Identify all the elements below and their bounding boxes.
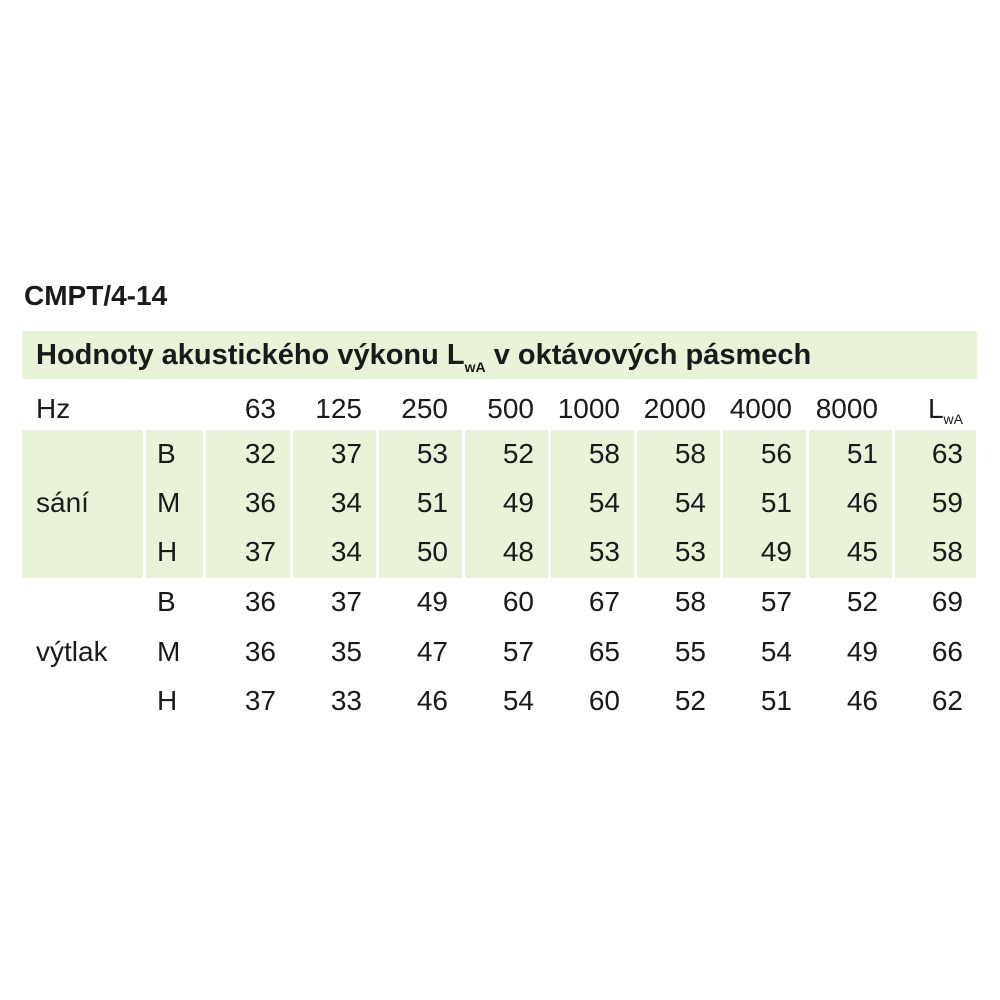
value-cell: 32 — [244, 438, 276, 469]
mode-label: H — [157, 685, 178, 716]
mode-label: B — [157, 438, 176, 469]
value-cell: 51 — [760, 487, 792, 518]
lwa-cell: 62 — [931, 685, 963, 716]
value-cell: 49 — [416, 586, 448, 617]
value-cell: 51 — [416, 487, 448, 518]
value-cell: 53 — [674, 536, 706, 567]
value-cell: 37 — [244, 536, 276, 567]
model-title: CMPT/4-14 — [24, 280, 168, 311]
value-cell: 58 — [674, 586, 706, 617]
value-cell: 56 — [760, 438, 792, 469]
freq-header: 8000 — [815, 393, 878, 424]
lwa-cell: 69 — [931, 586, 963, 617]
value-cell: 60 — [588, 685, 620, 716]
lwa-cell: 63 — [931, 438, 963, 469]
value-cell: 54 — [674, 487, 706, 518]
value-cell: 37 — [244, 685, 276, 716]
value-cell: 53 — [416, 438, 448, 469]
banner-title: Hodnoty akustického výkonu $L_{wA}$ v oktávových pásmech — [36, 339, 812, 375]
hz-label: Hz — [36, 393, 71, 424]
value-cell: 34 — [330, 536, 362, 567]
value-cell: 46 — [416, 685, 448, 716]
value-cell: 46 — [846, 487, 878, 518]
value-cell: 54 — [502, 685, 534, 716]
value-cell: 37 — [330, 438, 362, 469]
value-cell: 37 — [330, 586, 362, 617]
value-cell: 34 — [330, 487, 362, 518]
value-cell: 49 — [846, 636, 878, 667]
lwa-cell: 59 — [931, 487, 963, 518]
lwa-header — [873, 392, 963, 430]
freq-header: 500 — [487, 393, 534, 424]
freq-header: 1000 — [557, 393, 620, 424]
value-cell: 47 — [416, 636, 448, 667]
value-cell: 58 — [674, 438, 706, 469]
freq-header: 63 — [244, 393, 276, 424]
value-cell: 60 — [502, 586, 534, 617]
value-cell: 35 — [330, 636, 362, 667]
group-label: sání — [36, 487, 89, 518]
freq-header: 125 — [315, 393, 362, 424]
value-cell: 46 — [846, 685, 878, 716]
mode-label: H — [157, 536, 178, 567]
freq-header: 2000 — [643, 393, 706, 424]
mode-label: B — [157, 586, 176, 617]
group-label: výtlak — [36, 636, 108, 667]
value-cell: 55 — [674, 636, 706, 667]
freq-header: 250 — [401, 393, 448, 424]
value-cell: 48 — [502, 536, 534, 567]
value-cell: 52 — [846, 586, 878, 617]
value-cell: 65 — [588, 636, 620, 667]
value-cell: 51 — [846, 438, 878, 469]
value-cell: 57 — [760, 586, 792, 617]
value-cell: 36 — [244, 487, 276, 518]
lwa-header-main: L — [927, 393, 944, 424]
value-cell: 67 — [588, 586, 620, 617]
value-cell: 52 — [502, 438, 534, 469]
value-cell: 36 — [244, 636, 276, 667]
lwa-cell: 66 — [931, 636, 963, 667]
value-cell: 58 — [588, 438, 620, 469]
value-cell: 51 — [760, 685, 792, 716]
value-cell: 57 — [502, 636, 534, 667]
value-cell: 49 — [502, 487, 534, 518]
value-cell: 54 — [760, 636, 792, 667]
value-cell: 53 — [588, 536, 620, 567]
value-cell: 50 — [416, 536, 448, 567]
mode-label: M — [157, 636, 181, 667]
value-cell: 33 — [330, 685, 362, 716]
lwa-cell: 58 — [931, 536, 963, 567]
table-banner — [22, 331, 977, 379]
value-cell: 45 — [846, 536, 878, 567]
value-cell: 36 — [244, 586, 276, 617]
value-cell: 52 — [674, 685, 706, 716]
value-cell: 54 — [588, 487, 620, 518]
freq-header: 4000 — [729, 393, 792, 424]
mode-label: M — [157, 487, 181, 518]
lwa-header-sub: wA — [943, 411, 963, 427]
value-cell: 49 — [760, 536, 792, 567]
